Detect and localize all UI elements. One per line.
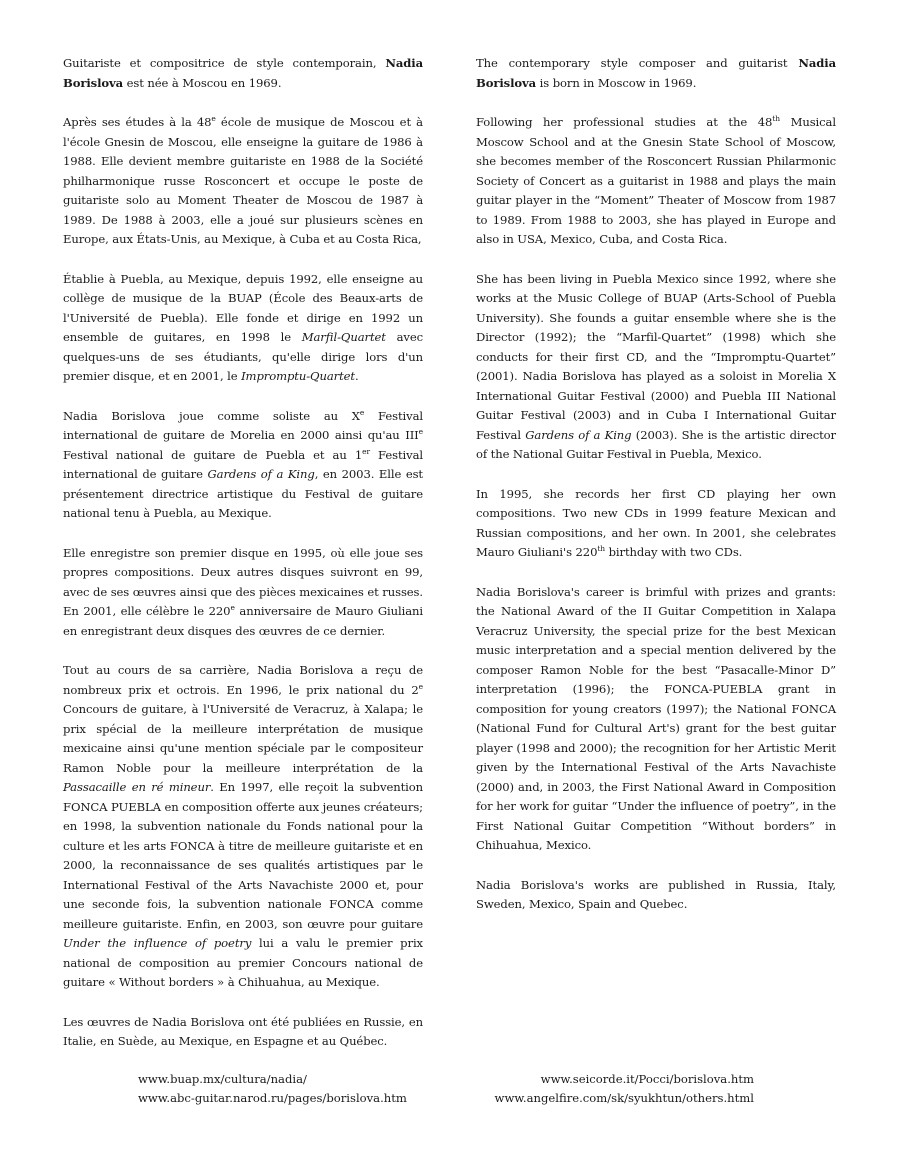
fr-p6-text-a: Tout au cours de sa carrière, Nadia Borislova a reçu de nombreux prix et octrois. En 1996, le prix national du 2 (63, 663, 423, 697)
en-links (476, 1070, 754, 1108)
fr-p2-text-a: Après ses études à la 48 (63, 115, 212, 129)
fr-artist-name: Nadia Borislova (63, 56, 423, 90)
en-link-angelfire[interactable]: www.angelfire.com/sk/syukhtun/others.html (494, 1091, 754, 1105)
fr-p5-text-b: anniversaire de Mauro Giuliani en enregistrant deux disques des œuvres de ce dernier. (63, 604, 423, 638)
en-p2-sup: th (772, 114, 780, 123)
en-puebla-paragraph (476, 270, 836, 465)
fr-p3-italic-2: Impromptu-Quartet (241, 369, 355, 383)
fr-p2-text-b: école de musique de Moscou et à l'école Gnesin de Moscou, elle enseigne la guitare de 1986 à 1988. Elle devient membre guitariste en 1988 de la Société philharmonique russe Rosconcert et occupe le poste de guitariste solo au Moment Theater de Moscou de 1987 à 1989. De 1988 à 2003, elle a joué sur plusieurs scènes en Europe, aux États-Unis, au Mexique, à Cuba et au Costa Rica, (63, 115, 423, 246)
en-p1-text-a: The contemporary style composer and guitarist (476, 56, 799, 70)
en-p4-text-a: In 1995, she records her first CD playing her own compositions. Two new CDs in 1999 feature Mexican and Russian compositions, and her own. In 2001, she celebrates Mauro Giuliani's 220 (476, 486, 836, 559)
en-link-seicorde[interactable]: www.seicorde.it/Pocci/borislova.htm (540, 1072, 754, 1086)
fr-awards-paragraph (63, 661, 423, 993)
fr-links (138, 1070, 438, 1108)
en-p2-text-a: Following her professional studies at the 48 (476, 115, 773, 129)
fr-p4-text-d: Festival international de guitare (63, 447, 423, 481)
fr-p1-text-b: est née à Moscou en 1969. (123, 75, 282, 90)
fr-records-paragraph (63, 544, 423, 642)
fr-soloist-paragraph (63, 407, 423, 524)
fr-p1-text-a: Guitariste et compositrice de style contemporain, (63, 56, 386, 70)
fr-link-buap[interactable]: www.buap.mx/cultura/nadia/ (138, 1072, 307, 1086)
fr-p2-sup: e (211, 114, 216, 123)
en-p4-sup: th (597, 544, 606, 553)
en-publications-paragraph: Nadia Borislova's works are published in Russia, Italy, Sweden, Mexico, Spain and Quebec. (476, 877, 836, 911)
fr-p6-text-d: lui a valu le premier prix national de composition au premier Concours national de guitare « Without borders » à Chihuahua, au Mexique. (63, 936, 423, 989)
fr-p4-sup-1: e (359, 407, 365, 417)
en-p2-text-b: Musical Moscow School and at the Gnesin State School of Moscow, she becomes member of the Rosconcert Russian Philarmonic Society of Concert as a guitarist in 1988 and plays the main guitar player in the “Moment” Theater of Moscow from 1987 to 1989. From 1988 to 2003, she has played in Europe and also in USA, Mexico, Cuba, and Costa Rica. (476, 115, 836, 246)
fr-p4-sup-3: er (362, 446, 370, 456)
fr-p3-text-b: avec quelques-uns de ses étudiants, qu'elle dirige lors d'un premier disque, et en 2001, le (63, 330, 423, 383)
fr-p6-italic-2: Under the influence of poetry (63, 936, 252, 950)
en-artist-name: Nadia Borislova (476, 56, 836, 90)
en-records-paragraph (476, 485, 836, 563)
fr-p3-italic-1: Marfil-Quartet (301, 330, 386, 344)
en-p3-text-b: (2003). She is the artistic director of the National Guitar Festival in Puebla, Mexico. (476, 427, 836, 461)
fr-p6-text-c: . En 1997, elle reçoit la subvention FONCA PUEBLA en composition offerte aux jeunes créateurs; en 1998, la subvention nationale du Fonds national pour la culture et les arts FONCA à titre de meilleure guitariste et en 2000, la reconnaissance de ses qualités artistiques par le International Festival of the Arts Navachiste 2000 et, pour une seconde fois, la subvention nationale FONCA comme meilleure guitariste. Enfin, en 2003, son œuvre pour guitare (63, 780, 423, 931)
fr-puebla-paragraph (63, 270, 423, 387)
fr-p3-text-c: . (354, 369, 359, 383)
fr-studies-paragraph (63, 113, 423, 250)
english-column (476, 54, 836, 935)
fr-link-abc-guitar[interactable]: www.abc-guitar.narod.ru/pages/borislova.htm (138, 1091, 407, 1105)
en-p4-text-b: birthday with two CDs. (605, 545, 743, 559)
en-intro-paragraph (476, 54, 836, 93)
en-awards-paragraph: Nadia Borislova's career is brimful with prizes and grants: the National Award of the II Guitar Competition in Xalapa Veracruz University, the special prize for the best Mexican music interpretation and a special mention delivered by the composer Ramon Noble for the best “Pasacalle-Minor D” interpretation (1996); the FONCA-PUEBLA grant in composition for young creators (1997); the National FONCA (National Fund for Cultural Art's) grant for the best guitar player (1998 and 2000); the recognition for her Artistic Merit given by the International Festival of the Arts Navachiste (2000) and, in 2003, the First National Award in Composition for her work for guitar “Under the influence of poetry”, in the First National Guitar Competition “Without borders” in Chihuahua, Mexico. (476, 584, 836, 852)
fr-p6-text-b: Concours de guitare, à l'Université de Veracruz, à Xalapa; le prix spécial de la meilleure interprétation de musique mexicaine ainsi qu'une mention spéciale par le compositeur Ramon Noble pour la meilleure interprétation de la (63, 702, 423, 775)
en-studies-paragraph (476, 113, 836, 250)
en-p3-italic: Gardens of a King (525, 427, 632, 442)
en-p1-text-b: is born in Moscow in 1969. (536, 75, 697, 90)
fr-publications-paragraph: Les œuvres de Nadia Borislova ont été publiées en Russie, en Italie, en Suède, au Mexique, en Espagne et au Québec. (63, 1014, 423, 1048)
fr-p4-text-c: Festival national de guitare de Puebla et au 1 (63, 447, 363, 462)
french-column (63, 54, 423, 1072)
fr-p6-italic-1: Passacaille en ré mineur (63, 780, 211, 794)
fr-p5-text-a: Elle enregistre son premier disque en 1995, où elle joue ses propres compositions. Deux autres disques suivront en 99, avec de ses œuvres ainsi que des pièces mexicaines et russes. En 2001, elle célèbre le 220 (63, 545, 423, 618)
fr-p4-italic: Gardens of a King (207, 467, 315, 481)
en-p3-text-a: She has been living in Puebla Mexico since 1992, where she works at the Music College of BUAP (Arts-School of Puebla University). She founds a guitar ensemble where she is the Director (1992); the “Marfil-Quartet” (1998) which she conducts for their first CD, and the “Impromptu-Quartet” (2001). Nadia Borislova has played as a soloist in Morelia X International Guitar Festival (2000) and Puebla III National Guitar Festival (2003) and in Cuba I International Guitar Festival (476, 271, 836, 442)
fr-intro-paragraph (63, 54, 423, 93)
fr-p6-sup: e (418, 681, 423, 691)
fr-p4-text-b: Festival international de guitare de Morelia en 2000 ainsi qu'au III (63, 408, 423, 442)
fr-p4-text-a: Nadia Borislova joue comme soliste au X (63, 408, 360, 423)
fr-p4-sup-2: e (418, 427, 423, 436)
fr-p4-text-e: , en 2003. Elle est présentement directrice artistique du Festival de guitare national tenu à Puebla, au Mexique. (63, 467, 423, 520)
fr-p3-text-a: Établie à Puebla, au Mexique, depuis 1992, elle enseigne au collège de musique de la BUAP (École des Beaux-arts de l'Université de Puebla). Elle fonde et dirige en 1992 un ensemble de guitares, en 1998 le (63, 271, 423, 344)
fr-p5-sup: e (230, 603, 235, 612)
